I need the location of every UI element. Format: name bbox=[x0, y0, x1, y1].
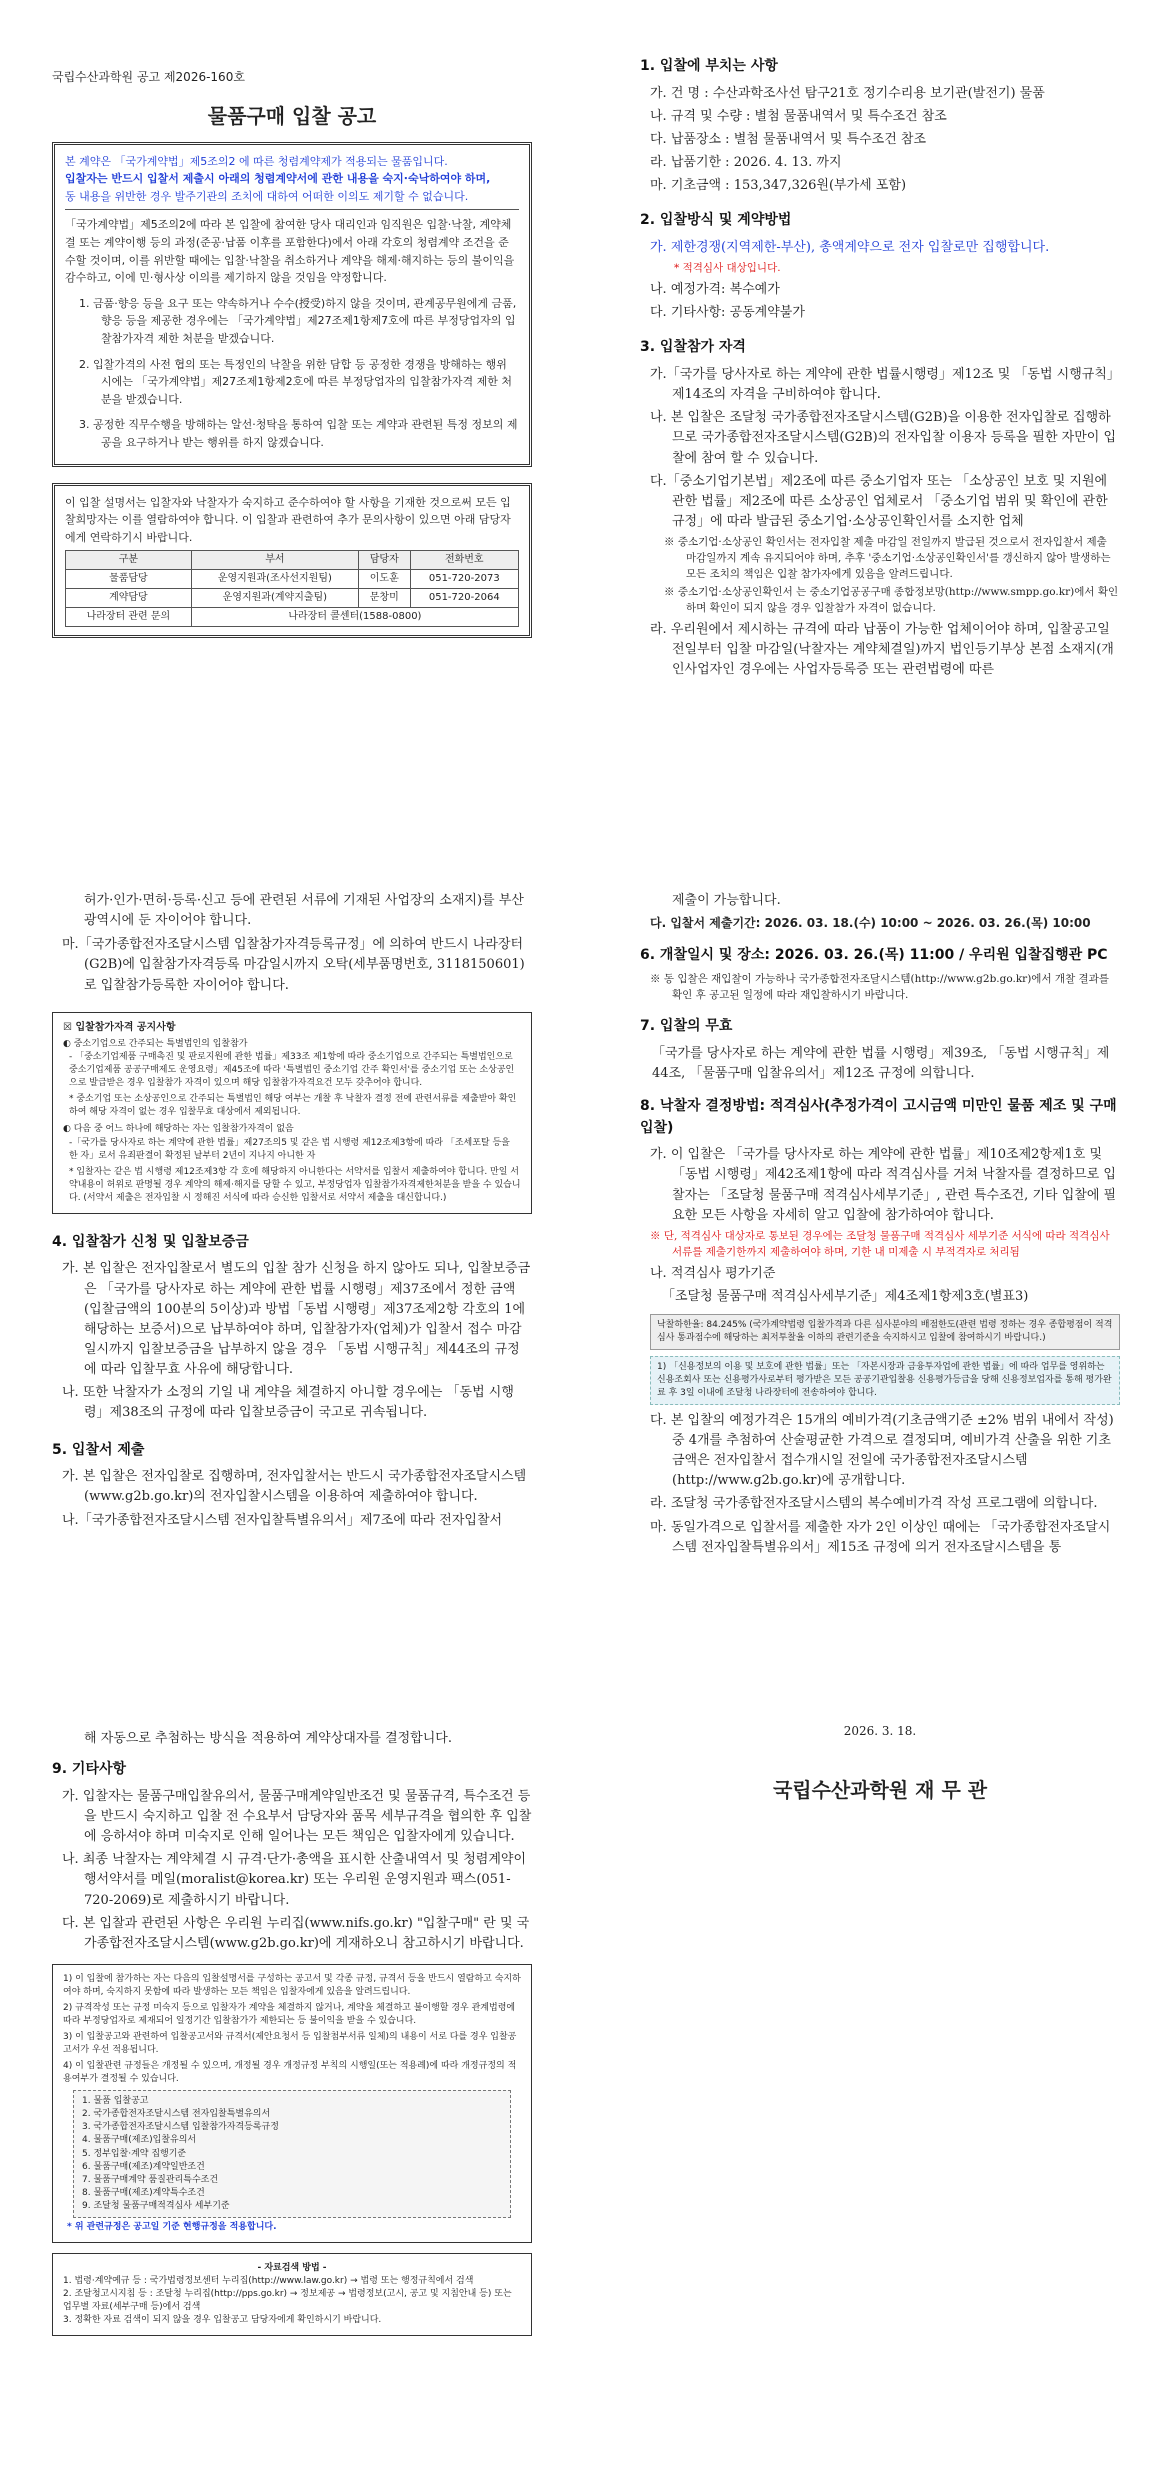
sec3-item: 라. 우리원에서 제시하는 규격에 따라 납품이 가능한 업체이어야 하며, 입찰공고일 전일부터 입찰 마감일(낙찰자는 계약체결일)까지 법인등기부상 본점 소재지(개인사업자인 경우에는 사업자등록증 또는 관련법령에 따른 bbox=[650, 621, 1114, 678]
section-5-title: 5. 입찰서 제출 bbox=[52, 1441, 145, 1458]
table-cell: 051-720-2073 bbox=[410, 570, 518, 589]
list-item: 1. 물품 입찰공고 bbox=[82, 2096, 149, 2107]
table-cell: 051-720-2064 bbox=[410, 589, 518, 608]
page1-right bbox=[640, 50, 1120, 683]
page3-right bbox=[640, 1722, 1120, 1806]
notice-line: - 「중소기업제품 구매촉진 및 판로지원에 관한 법률」제33조 제1항에 따라 중소기업으로 간주되는 특별법인으로 중소기업제품 공공구매제도 운영요령」제45조에 따라 '특별법인 중소기업 간주 확인서'를 중소기업 또는 소상공인으로 발급받은 경우 입찰참가 자격이 있으며 해당 입찰참가자격요건 모두 갖추어야 합니다. bbox=[69, 1052, 515, 1089]
sec8-note: ※ 단, 적격심사 대상자로 통보된 경우에는 조달청 물품구매 적격심사 세부기준 서식에 따라 적격심사 서류를 제출기한까지 제출하여야 하며, 기한 내 미제출 시 부적격자로 처리됨 bbox=[650, 1229, 1110, 1258]
sec8-lower-limit-box: 낙찰하한율: 84.245% (국가계약법령 입찰가격과 다른 심사분야의 배점한도(관련 법령 정하는 경우 종합평점이 적격 심사 통과점수에 해당하는 최저투찰율 이하의 관련기준을 숙지하시고 입찰에 참여하시기 바랍니다.) bbox=[650, 1314, 1120, 1350]
sec3-note: ※ 중소기업·소상공인 확인서는 전자입찰 제출 마감일 전일까지 발급된 것으로서 전자입찰서 제출 마감일까지 계속 유지되어야 하며, 추후 '중소기업·소상공인확인서'를 갱신하지 않아 발생하는 모든 조치의 책임은 입찰 참가자에게 있음을 알려드립니다. bbox=[664, 536, 1111, 580]
list-item: 8. 물품구매(제조)계약특수조건 bbox=[82, 2187, 205, 2198]
sec8-item: 마. 동일가격으로 입찰서를 제출한 자가 2인 이상인 때에는 「국가종합전자조달시스템 전자입찰특별유의서」제15조 규정에 의거 전자조달시스템을 통 bbox=[650, 1519, 1111, 1555]
regulation-list bbox=[73, 2090, 511, 2217]
sec5-item: 가. 본 입찰은 전자입찰로 집행하며, 전자입찰서는 반드시 국가종합전자조달시스템(www.g2b.go.kr)의 전자입찰시스템을 이용하여 제출하여야 합니다. bbox=[62, 1469, 527, 1505]
table-header: 부서 bbox=[191, 551, 358, 570]
sec8-item: 라. 조달청 국가종합전자조달시스템의 복수예비가격 작성 프로그램에 의합니다. bbox=[650, 1496, 1098, 1512]
notice-line: -「국가를 당사자로 하는 계약에 관한 법률」제27조의5 및 같은 법 시행령 제12조제3항에 따라 「조세포탈 등을 한 자」로서 유죄판결이 확정된 날부터 2년이 지나지 아니한 자 bbox=[69, 1137, 510, 1161]
section-7-title: 7. 입찰의 무효 bbox=[640, 1017, 733, 1034]
section-3-title: 3. 입찰참가 자격 bbox=[640, 339, 746, 356]
section-2-title: 2. 입찰방식 및 계약방법 bbox=[640, 212, 792, 229]
sec8-item: 다. 본 입찰의 예정가격은 15개의 예비가격(기초금액기준 ±2% 범위 내에서 작성) 중 4개를 추첨하여 산술평균한 가격으로 결정되며, 예비가격 산출을 위한 기초금액은 전자입찰서 접수개시일 전일에 국가종합전자조달시스템(http://www.g2b.go.kr)에 공개합니다. bbox=[650, 1412, 1114, 1489]
table-row bbox=[66, 570, 519, 589]
notes-line: 1) 이 입찰에 참가하는 자는 다음의 입찰설명서를 구성하는 공고서 및 각종 규정, 규격서 등을 반드시 열람하고 숙지하여야 하며, 숙지하지 못함에 따라 발생하는 모든 책임은 입찰자에게 있음을 알려드립니다. bbox=[63, 1973, 521, 1997]
sec5-item: 나.「국가종합전자조달시스템 전자입찰특별유의서」제7조에 따라 전자입찰서 bbox=[62, 1512, 503, 1528]
sec5-continued: 제출이 가능합니다. bbox=[672, 893, 781, 908]
notes-line: 2) 규격작성 또는 규정 미숙지 등으로 입찰자가 계약을 체결하지 않거나, 계약을 체결하고 불이행할 경우 관계법령에 따라 부정당업자로 제재되어 일정기간 입찰참가가 제한되는 등 불이익을 받을 수 있습니다. bbox=[63, 2003, 516, 2027]
table-cell: 계약담당 bbox=[66, 589, 192, 608]
sec2-item: 다. 기타사항: 공동계약불가 bbox=[650, 305, 805, 321]
list-item: 7. 물품구매계약 품질관리특수조건 bbox=[82, 2174, 219, 2185]
table-cell: 운영지원과(조사선지원팀) bbox=[191, 570, 358, 589]
integrity-item: 1. 금품·향응 등을 요구 또는 약속하거나 수수(授受)하지 않을 것이며, 관계공무원에게 금품, 향응 등을 제공한 경우에는 「국가계약법」제27조제1항제7호에 따른 부정당업자의 입찰참가자격 제한 처분을 받겠습니다. bbox=[79, 296, 517, 345]
sec1-item: 나. 규격 및 수량 : 별첨 물품내역서 및 특수조건 참조 bbox=[650, 108, 947, 124]
table-cell: 나라장터 관련 문의 bbox=[66, 608, 192, 627]
sec1-item: 라. 납품기한 : 2026. 4. 13. 까지 bbox=[650, 155, 842, 171]
notice-line: * 중소기업 또는 소상공인으로 간주되는 특별법인 해당 여부는 개찰 후 낙찰자 결정 전에 관련서류를 제출받아 확인하여 해당 자격이 없는 경우 입찰무효 대상에서 제외됩니다. bbox=[69, 1094, 517, 1118]
list-item: 2. 국가종합전자조달시스템 전자입찰특별유의서 bbox=[82, 2109, 271, 2120]
sec6-note: ※ 동 입찰은 재입찰이 가능하나 국가종합전자조달시스템(http://www.g2b.go.kr)에서 개찰 결과를 확인 후 공고된 일정에 따라 재입찰하시기 바랍니다. bbox=[650, 973, 1109, 1002]
table-row bbox=[66, 608, 519, 627]
sec3-continued: 허가·인가·면허·등록·신고 등에 관련된 서류에 기재된 사업장의 소재지)를 부산광역시에 둔 자이어야 합니다. bbox=[84, 893, 524, 929]
qualification-notice-box bbox=[52, 1012, 532, 1214]
list-item: 5. 정부입찰·계약 집행기준 bbox=[82, 2148, 187, 2159]
section-8-title: 8. 낙찰자 결정방법: 적격심사(추정가격이 고시금액 미만인 물품 제조 및 구매입찰) bbox=[640, 1097, 1117, 1136]
sec3-item: 다.「중소기업기본법」제2조에 따른 중소기업자 또는 「소상공인 보호 및 지원에 관한 법률」제2조에 따른 소상공인 업체로서 「중소기업 범위 및 확인에 관한 규정」에 따라 발급된 중소기업·소상공인확인서를 소지한 업체 bbox=[650, 473, 1108, 529]
integrity-item: 3. 공정한 직무수행을 방해하는 알선·청탁을 통하여 입찰 또는 계약과 관련된 특정 정보의 제공을 요구하거나 받는 행위를 하지 않겠습니다. bbox=[79, 418, 518, 449]
list-item: 3. 국가종합전자조달시스템 입찰참가자격등록규정 bbox=[82, 2122, 279, 2133]
table-header: 전화번호 bbox=[410, 551, 518, 570]
table-cell: 운영지원과(계약지출팀) bbox=[191, 589, 358, 608]
page2-right bbox=[640, 888, 1120, 1561]
page3-left bbox=[52, 1726, 532, 2336]
notice-date: 2026. 3. 18. bbox=[843, 1724, 917, 1738]
table-row bbox=[66, 589, 519, 608]
sec1-item: 가. 건 명 : 수산과학조사선 탐구21호 정기수리용 보기관(발전기) 물품 bbox=[650, 85, 1045, 101]
sec9-item: 다. 본 입찰과 관련된 사항은 우리원 누리집(www.nifs.go.kr) "입찰구매" 란 및 국가종합전자조달시스템(www.g2b.go.kr)에 게재하오니 참고하시기 바랍니다. bbox=[62, 1915, 530, 1951]
sec1-item: 다. 납품장소 : 별첨 물품내역서 및 특수조건 참조 bbox=[650, 131, 927, 147]
sec3-item: 나. 본 입찰은 조달청 국가종합전자조달시스템(G2B)을 이용한 전자입찰로 집행하므로 국가종합전자조달시스템(G2B)의 전자입찰 이용자 등록을 필한 자만이 입찰에 참여 할 수 있습니다. bbox=[650, 410, 1117, 466]
reference-box bbox=[52, 2253, 532, 2336]
contact-paragraph: 이 입찰 설명서는 입찰자와 낙찰자가 숙지하고 준수하여야 할 사항을 기재한 것으로써 모든 입찰희망자는 이를 열람하여야 합니다. 이 입찰과 관련하여 추가 문의사항이 있으면 아래 담당자에게 연락하기시 바랍니다. bbox=[65, 495, 511, 544]
integrity-item: 2. 입찰가격의 사전 협의 또는 특정인의 낙찰을 위한 담합 등 공정한 경쟁을 방해하는 행위 시에는 「국가계약법」제27조제1항제2호에 따른 부정당업자의 입찰참가자격 제한 처분을 받겠습니다. bbox=[79, 357, 513, 406]
notice-box-title: ☒ 입찰참가자격 공지사항 bbox=[63, 1021, 176, 1033]
contact-table bbox=[65, 550, 519, 627]
sec2-item: 나. 예정가격: 복수예가 bbox=[650, 281, 780, 297]
table-cell: 문창미 bbox=[358, 589, 410, 608]
sec2-item: 가. 제한경쟁(지역제한-부산), 총액계약으로 전자 입찰로만 집행합니다. bbox=[650, 240, 1050, 256]
sec3-note: ※ 중소기업·소상공인확인서 는 중소기업공공구매 종합정보망(http://www.smpp.go.kr)에서 확인하며 확인이 되지 않을 경우 입찰참가 자격이 없습니다. bbox=[664, 586, 1119, 615]
table-header: 구분 bbox=[66, 551, 192, 570]
reference-line: 2. 조달청고시지침 등 : 조달청 누리집(http://pps.go.kr) → 정보제공 → 법령정보(고시, 공고 및 지침안내 등) 또는 업무별 자료(세부구매 등)에서 검색 bbox=[63, 2288, 512, 2312]
list-item: 6. 물품구매(제조)계약일반조건 bbox=[82, 2161, 205, 2172]
reference-line: 3. 정확한 자료 검색이 되지 않을 경우 입찰공고 담당자에게 확인하시기 바랍니다. bbox=[63, 2314, 382, 2325]
page-title: 물품구매 입찰 공고 bbox=[207, 103, 377, 128]
sec2-note: * 적격심사 대상입니다. bbox=[674, 262, 781, 275]
sec8-detail: 「조달청 물품구매 적격심사세부기준」제4조제1항제3호(별표3) bbox=[662, 1289, 1029, 1305]
sec8-continued: 해 자동으로 추첨하는 방식을 적용하여 계약상대자를 결정합니다. bbox=[84, 1731, 452, 1746]
list-note: * 위 관련규정은 공고일 기준 현행규정을 적용합니다. bbox=[67, 2221, 277, 2232]
notice-number: 국립수산과학원 공고 제2026-160호 bbox=[52, 70, 245, 84]
table-cell: 물품담당 bbox=[66, 570, 192, 589]
sec9-item: 나. 최종 낙찰자는 계약체결 시 규격·단가·총액을 표시한 산출내역서 및 청렴계약이행서약서를 메일(moralist@korea.kr) 또는 우리원 운영지원과 팩스(051-720-2069)로 제출하시기 바랍니다. bbox=[62, 1852, 527, 1908]
sec3-item: 마.「국가종합전자조달시스템 입찰참가자격등록규정」에 의하여 반드시 나라장터(G2B)에 입찰참가자격등록 마감일시까지 오탁(세부품명번호, 3118150601)로 입찰참가등록한 자이어야 합니다. bbox=[62, 937, 525, 993]
page1-left bbox=[52, 68, 532, 638]
signature: 국립수산과학원 재 무 관 bbox=[772, 1777, 988, 1802]
table-cell: 나라장터 콜센터(1588-0800) bbox=[191, 608, 518, 627]
integrity-paragraph: 「국가계약법」제5조의2에 따라 본 입찰에 참여한 당사 대리인과 임직원은 입찰·낙찰, 계약체결 또는 계약이행 등의 과정(준공·납품 이후를 포함한다)에서 아래 각호의 청렴계약 조건을 준수할 것이며, 이를 위반할 때에는 입찰·낙찰을 취소하거나 계약을 해제·해지하는 등의 불이익을 감수하고, 이에 민·형사상 이의를 제기하지 않을 것임을 약정합니다. bbox=[65, 218, 515, 285]
notes-line: 3) 이 입찰공고와 관련하여 입찰공고서와 규격서(제안요청서 등 입찰첨부서류 일체)의 내용이 서로 다를 경우 입찰공고서가 우선 적용됩니다. bbox=[63, 2032, 517, 2056]
section-6-title: 6. 개찰일시 및 장소: 2026. 03. 26.(목) 11:00 / 우리원 입찰집행관 PC bbox=[640, 946, 1108, 963]
section-9-title: 9. 기타사항 bbox=[52, 1761, 127, 1778]
contact-box bbox=[52, 483, 532, 639]
sec7-text: 「국가를 당사자로 하는 계약에 관한 법률 시행령」제39조, 「동법 시행규칙」제44조, 「물품구매 입찰유의서」제12조 규정에 의합니다. bbox=[652, 1045, 1110, 1081]
notes-box bbox=[52, 1964, 532, 2243]
list-item: 9. 조달청 물품구매적격심사 세부기준 bbox=[82, 2200, 230, 2211]
sec4-item: 가. 본 입찰은 전자입찰로서 별도의 입찰 참가 신청을 하지 않아도 되나, 입찰보증금은 「국가를 당사자로 하는 계약에 관한 법률 시행령」제37조에서 정한 금액(입찰금액의 100분의 5이상)과 방법「동법 시행령」제37조제2항 각호의 1에 해당하는 보증서)으로 납부하여야 하며, 입찰참가자(업체)가 입찰서 접수 마감일시까지 입찰보증금을 납부하지 않을 경우 「동법 시행규칙」제44조의 규정에 따라 입찰무효 사유에 해당합니다. bbox=[62, 1261, 531, 1378]
integrity-line1: 본 계약은 「국가계약법」제5조의2 에 따른 청렴계약제가 적용되는 물품입니다. bbox=[65, 154, 448, 168]
sec5-item: 다. 입찰서 제출기간: 2026. 03. 18.(수) 10:00 ~ 2026. 03. 26.(목) 10:00 bbox=[650, 916, 1091, 931]
sec8-item: 가. 이 입찰은 「국가를 당사자로 하는 계약에 관한 법률」제10조제2항제1호 및 「동법 시행령」제42조제1항에 따라 적격심사를 거쳐 낙찰자를 결정하므로 입찰자는 「조달청 물품구매 적격심사세부기준」, 관련 특수조건, 기타 입찰에 필요한 모든 사항을 자세히 알고 입찰에 참가하여야 합니다. bbox=[650, 1147, 1117, 1223]
sec3-item: 가.「국가를 당사자로 하는 계약에 관한 법률시행령」제12조 및 「동법 시행규칙」제14조의 자격을 구비하여야 합니다. bbox=[650, 366, 1120, 403]
sec8-item: 나. 적격심사 평가기준 bbox=[650, 1266, 776, 1282]
reference-title: - 자료검색 방법 - bbox=[257, 2262, 327, 2273]
sec4-item: 나. 또한 낙찰자가 소정의 기일 내 계약을 체결하지 아니할 경우에는 「동법 시행령」제38조의 규정에 따라 입찰보증금이 국고로 귀속됩니다. bbox=[62, 1385, 514, 1421]
integrity-line2: 입찰자는 반드시 입찰서 제출시 아래의 청렴계약서에 관한 내용을 숙지∙숙낙하여야 하며, bbox=[65, 172, 491, 186]
section-1-title: 1. 입찰에 부치는 사항 bbox=[640, 58, 778, 74]
page2-left bbox=[52, 888, 532, 1534]
table-cell: 이도훈 bbox=[358, 570, 410, 589]
sec1-item: 마. 기초금액 : 153,347,326원(부가세 포함) bbox=[650, 178, 907, 194]
notice-line: ◐ 중소기업으로 간주되는 특별법인의 입찰참가 bbox=[63, 1039, 248, 1050]
notice-line: * 입찰자는 같은 법 시행령 제12조제3항 각 호에 해당하지 아니한다는 서약서를 입찰서 제출하여야 합니다. 만일 서약내용이 허위로 판명될 경우 계약의 해제·해지를 당할 수 있고, 부정당업자 입찰참가자격제한처분을 받을 수 있습니다. (서약서 제출은 전자입찰 시 정해진 서식에 따라 승신한 입찰서로 서약서 제출을 대신합니다.) bbox=[69, 1166, 521, 1203]
list-item: 4. 물품구매(제조)입찰유의서 bbox=[82, 2135, 197, 2146]
notice-line: ◐ 다음 중 어느 하나에 해당하는 자는 입찰참가자격이 없음 bbox=[63, 1124, 294, 1135]
integrity-line3: 동 내용을 위반한 경우 발주기관의 조치에 대하여 어떠한 이의도 제기할 수 없습니다. bbox=[65, 189, 469, 203]
sec9-item: 가. 입찰자는 물품구매입찰유의서, 물품구매계약일반조건 및 물품규격, 특수조건 등을 반드시 숙지하고 입찰 전 수요부서 담당자와 품목 세부규격을 협의한 후 입찰에 응하셔야 하며 미숙지로 인해 일어나는 모든 책임은 입찰자에게 있습니다. bbox=[62, 1788, 532, 1845]
section-4-title: 4. 입찰참가 신청 및 입찰보증금 bbox=[52, 1233, 249, 1250]
reference-line: 1. 법령·계약예규 등 : 국가법령정보센터 누리집(http://www.law.go.kr) → 법령 또는 행정규칙에서 검색 bbox=[63, 2275, 474, 2286]
integrity-box bbox=[52, 142, 532, 467]
notes-line: 4) 이 입찰관련 규정들은 개정될 수 있으며, 개정될 경우 개정규정 부칙의 시행일(또는 적용례)에 따라 개정규정의 적용여부가 결정될 수 있습니다. bbox=[63, 2061, 517, 2085]
table-header: 담당자 bbox=[358, 551, 410, 570]
sec8-credit-box: 1) 「신용정보의 이용 및 보호에 관한 법률」또는 「자본시장과 금융투자업에 관한 법률」에 따라 업무를 영위하는 신용조회사 또는 신용평가사로부터 평가받은 모든 공공기관입찰용 신용평가등급을 당해 신용정보업자를 통해 평가완료 후 3일 이내에 조달청 나라장터에 전송하여야 합니다. bbox=[650, 1356, 1120, 1405]
